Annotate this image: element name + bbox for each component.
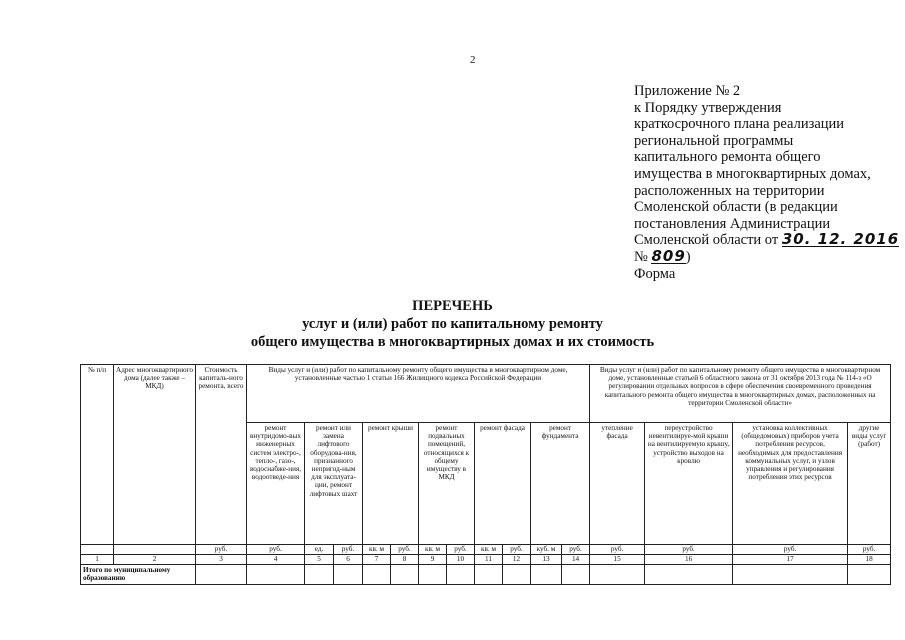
unit-cell: кв. м xyxy=(419,545,447,555)
header-engineering-systems: ремонт внутридомо-вых инженерных систем электро-, тепло-, газо-, водоснабже-ния, водоотведе-ния xyxy=(247,423,305,545)
appendix-number-prefix: № xyxy=(634,248,648,265)
header-basement: ремонт подвальных помещений, относящихся к общему имуществу в МКД xyxy=(419,423,475,545)
appendix-line: капитального ремонта общего xyxy=(634,149,821,166)
header-elevator: ремонт или замена лифтового оборудова-ния, признанного непригод-ным для эксплуата-ции, ремонт лифтовых шахт xyxy=(305,423,363,545)
unit-cell: руб. xyxy=(645,545,733,555)
appendix-form-label: Форма xyxy=(634,265,676,282)
page-number: 2 xyxy=(470,54,476,66)
unit-cell: руб. xyxy=(447,545,475,555)
header-facade: ремонт фасада xyxy=(475,423,531,545)
column-number: 9 xyxy=(419,555,447,565)
table-cell xyxy=(305,565,334,585)
table-cell xyxy=(419,565,447,585)
total-row-label: Итого по муниципальному образованию xyxy=(81,565,196,585)
unit-cell: руб. xyxy=(590,545,645,555)
table-cell xyxy=(848,565,891,585)
unit-cell: ед. xyxy=(305,545,334,555)
column-number: 15 xyxy=(590,555,645,565)
appendix-number-line xyxy=(634,246,896,266)
appendix-date-prefix: Смоленской области от xyxy=(634,232,779,249)
appendix-line: имущества в многоквартирных домах, xyxy=(634,165,871,182)
unit-cell: руб. xyxy=(247,545,305,555)
unit-cell: руб. xyxy=(391,545,419,555)
title-line-3: общего имущества в многоквартирных домах и их стоимость xyxy=(250,334,655,350)
appendix-block xyxy=(634,83,900,282)
unit-cell: кв. м xyxy=(475,545,503,555)
table-cell xyxy=(733,565,848,585)
appendix-line: краткосрочного плана реализации xyxy=(634,116,845,133)
table-cell xyxy=(590,565,645,585)
column-number: 16 xyxy=(645,555,733,565)
handwritten-date: 30. 12. 2016 xyxy=(781,230,900,249)
table-cell xyxy=(447,565,475,585)
table-cell xyxy=(391,565,419,585)
column-number: 8 xyxy=(391,555,419,565)
header-group-housing-code: Виды услуг и (или) работ по капитальному ремонту общего имущества в многоквартирном доме, установленные частью 1 статьи 166 Жилищного кодекса Российской Федерации xyxy=(247,365,590,423)
table-cell xyxy=(475,565,503,585)
column-number: 11 xyxy=(475,555,503,565)
appendix-line: Приложение № 2 xyxy=(634,83,741,99)
header-foundation: ремонт фундамента xyxy=(531,423,590,545)
column-number: 7 xyxy=(363,555,391,565)
table-cell xyxy=(196,565,247,585)
table-cell xyxy=(531,565,562,585)
column-number: 2 xyxy=(114,555,196,565)
appendix-line: Смоленской области (в редакции xyxy=(634,199,838,216)
table-cell xyxy=(645,565,733,585)
table-cell xyxy=(363,565,391,585)
column-number: 17 xyxy=(733,555,848,565)
unit-cell: руб. xyxy=(196,545,247,555)
appendix-line: постановления Администрации xyxy=(634,215,831,232)
header-num: № п/п xyxy=(81,365,114,545)
column-number: 13 xyxy=(531,555,562,565)
header-meters: установка коллективных (общедомовых) приборов учета потребления ресурсов, необходимых для предоставления коммунальных услуг, и узлов управления и регулирования потребления этих ресурсов xyxy=(733,423,848,545)
appendix-line: региональной программы xyxy=(634,132,794,149)
column-number: 10 xyxy=(447,555,475,565)
unit-cell: куб. м xyxy=(531,545,562,555)
unit-cell: руб. xyxy=(503,545,531,555)
header-cost: Стоимость капиталь-ного ремонта, всего xyxy=(196,365,247,545)
column-number: 3 xyxy=(196,555,247,565)
title-line-1: ПЕРЕЧЕНЬ xyxy=(412,298,493,314)
column-number: 6 xyxy=(334,555,363,565)
header-group-regional-law: Виды услуг и (или) работ по капитальному ремонту общего имущества в многоквартирном доме, установленные статьей 6 областного закона от 31 октября 2013 года № 114-з «О регулировании отдельных вопросов в сфере обеспечения своевременного проведения капитального ремонта общего имущества в многоквартирных домах, расположенных на территории Смоленской области» xyxy=(590,365,891,423)
header-roof: ремонт крыши xyxy=(363,423,419,545)
column-number: 14 xyxy=(562,555,590,565)
table-cell xyxy=(503,565,531,585)
unit-cell: руб. xyxy=(562,545,590,555)
unit-cell: руб. xyxy=(334,545,363,555)
column-number: 5 xyxy=(305,555,334,565)
table-cell xyxy=(562,565,590,585)
header-other: другие виды услуг (работ) xyxy=(848,423,891,545)
header-roof-conversion: переустройство невентилируе-мой крыши на вентилируемую крышу, устройство выходов на кровлю xyxy=(645,423,733,545)
handwritten-number: 809 xyxy=(651,246,686,265)
column-number: 18 xyxy=(848,555,891,565)
table-cell xyxy=(334,565,363,585)
appendix-line: к Порядку утверждения xyxy=(634,99,782,116)
title-line-2: услуг и (или) работ по капитальному ремонту xyxy=(302,316,603,332)
units-blank xyxy=(114,545,196,555)
appendix-line: расположенных на территории xyxy=(634,182,825,199)
table-cell xyxy=(247,565,305,585)
services-table xyxy=(80,364,891,585)
unit-cell: руб. xyxy=(733,545,848,555)
units-blank xyxy=(81,545,114,555)
unit-cell: руб. xyxy=(848,545,891,555)
column-number: 12 xyxy=(503,555,531,565)
column-number: 4 xyxy=(247,555,305,565)
appendix-number-suffix: ) xyxy=(685,248,691,265)
header-insulation: утепление фасада xyxy=(590,423,645,545)
unit-cell: кв. м xyxy=(363,545,391,555)
document-title xyxy=(0,297,905,351)
column-number: 1 xyxy=(81,555,114,565)
header-address: Адрес многоквартирного дома (далее также – МКД) xyxy=(114,365,196,545)
